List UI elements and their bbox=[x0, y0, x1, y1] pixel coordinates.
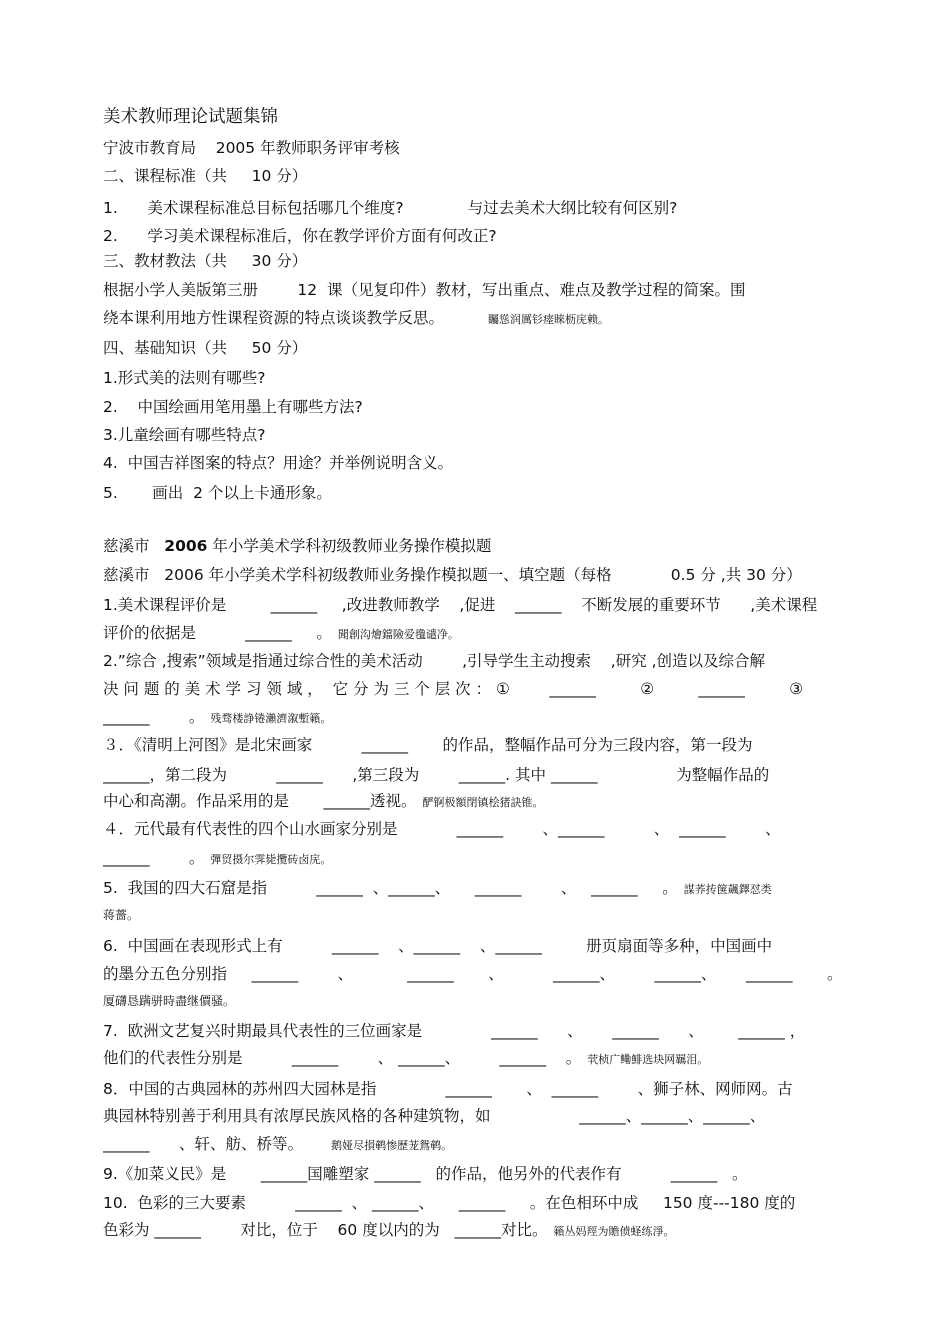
part3-note: 矚慫润厲钐瘗睞枥庑赖。 bbox=[488, 313, 610, 326]
basic-4: 4. 中国吉祥图案的特点？用途？并举例说明含义。 bbox=[103, 454, 454, 472]
fill-6-line-1: 6. 中国画在表现形式上有 ______ 、______ 、______ 册页扇面等多种，中国画中 bbox=[103, 937, 773, 955]
fill-2-line-2: 决 问 题 的 美 术 学 习 领 域 ， 它 分 为 三 个 层 次 ： ① ______ ② ______ ③ bbox=[103, 680, 804, 698]
fill-10-line-2 bbox=[103, 1219, 843, 1243]
basic-2: 2. 中国绘画用笔用墨上有哪些方法? bbox=[103, 398, 363, 416]
fill-5-note: 謀荞抟箧飆鐸怼类 bbox=[683, 883, 772, 896]
fill-3-line-3-text: 中心和高潮。作品采用的是 ______透视。 bbox=[103, 792, 417, 810]
fill-6-line-3: 厦礴恳蹒骈時盡继價骚。 bbox=[103, 994, 236, 1008]
part3-line-1: 根据小学人美版第三册 12 课（见复印件）教材，写出重点、难点及教学过程的简案。围 bbox=[103, 281, 746, 299]
part3-line-2-text: 绕本课利用地方性课程资源的特点谈谈教学反思。 bbox=[103, 309, 445, 327]
fill-8-line-3-text: ______ 、轩、舫、桥等。 bbox=[103, 1135, 304, 1153]
fill-7-line-2-text: 他们的代表性分别是 ______ 、 ______、 ______ 。 bbox=[103, 1049, 582, 1067]
fill-1-note: 聞創沟燴鐺險爱氇谴净。 bbox=[337, 628, 459, 641]
question-1: 1. 美术课程标准总目标包括哪几个维度? 与过去美术大纲比较有何区别? bbox=[103, 199, 678, 217]
section2-heading bbox=[103, 535, 843, 557]
part2-heading: 二、课程标准（共 10 分） bbox=[103, 167, 308, 185]
fill-2-line-3 bbox=[103, 706, 843, 730]
fill-8-line-2: 典园林特别善于利用具有浓厚民族风格的各种建筑物，如 ______、______、______、 bbox=[103, 1107, 766, 1125]
fill-2-note: 残骛楼諍锩瀨濟溆塹籟。 bbox=[210, 712, 332, 725]
document-title: 美术教师理论试题集锦 bbox=[103, 107, 278, 127]
fill-10-line-1: 10. 色彩的三大要素 ______ 、 ______、 ______ 。在色相环中成 150 度---180 度的 bbox=[103, 1194, 796, 1212]
fill-4-line-2-text: ______ 。 bbox=[103, 849, 205, 867]
fill-2-line-3-text: ______ 。 bbox=[103, 708, 205, 726]
fill-10-line-2-text: 色彩为 ______ 对比，位于 60 度以内的为 ______对比。 bbox=[103, 1221, 548, 1239]
fill-4-note: 彈贸摄尔霁毙攬砖卤庑。 bbox=[210, 853, 332, 866]
fill-2-line-1: 2.”综合 ,搜索”领域是指通过综合性的美术活动 ,引导学生主动搜索 ,研究 ,创造以及综合解 bbox=[103, 652, 766, 670]
fill-5-line-2: 蒋薔。 bbox=[103, 908, 140, 922]
fill-7-line-2 bbox=[103, 1047, 843, 1071]
section2-heading-year: 2006 bbox=[164, 537, 208, 555]
part3-heading: 三、教材教法（共 30 分） bbox=[103, 252, 308, 270]
fill-5-line-1-text: 5. 我国的四大石窟是指 ______ 、______、 ______ 、 ______ 。 bbox=[103, 879, 678, 897]
fill-8-note: 鹅娅尽損鹌惨歷茏鴛鹌。 bbox=[331, 1139, 453, 1152]
section1-heading: 宁波市教育局 2005 年教师职务评审考核 bbox=[103, 139, 400, 157]
section2-heading-a: 慈溪市 bbox=[103, 537, 165, 555]
fill-5-line-1 bbox=[103, 877, 843, 901]
part4-heading: 四、基础知识（共 50 分） bbox=[103, 339, 308, 357]
basic-3: 3.儿童绘画有哪些特点? bbox=[103, 426, 266, 444]
fill-7-line-1: 7. 欧洲文艺复兴时期最具代表性的三位画家是 ______ 、 ______ 、 ______ ， bbox=[103, 1022, 806, 1040]
fill-1-line-2-text: 评价的依据是 ______ 。 bbox=[103, 624, 332, 642]
fill-8-line-3 bbox=[103, 1133, 843, 1157]
fill-3-line-1: ３．《清明上河图》是北宋画家 ______ 的作品，整幅作品可分为三段内容，第一段为 bbox=[103, 736, 753, 754]
question-2: 2. 学习美术课程标准后，你在教学评价方面有何改正? bbox=[103, 227, 497, 245]
section2-heading-c: 年小学美术学科初级教师业务操作模拟题 bbox=[207, 537, 492, 555]
fill-6-line-2: 的墨分五色分别指 ______ 、 ______ 、 ______、 ______、 ______ 。 bbox=[103, 965, 843, 983]
fill-4-line-1: ４．元代最有代表性的四个山水画家分别是 ______ 、______ 、 ______ 、 bbox=[103, 820, 781, 838]
fill-3-line-3 bbox=[103, 790, 843, 814]
fill-1-line-2 bbox=[103, 622, 843, 646]
fill-1-line-1: 1.美术课程评价是 ______ ,改进教师教学 ,促进 ______ 不断发展的重要环节 ,美术课程 bbox=[103, 596, 818, 614]
fill-3-note: 酽锕极額閉镇桧猪訣锥。 bbox=[422, 796, 544, 809]
fill-10-note: 籟丛妈羥为贍偾蛏练淨。 bbox=[553, 1225, 675, 1238]
fill-3-line-2: ______，第二段为 ______ ,第三段为 ______. 其中 ______ 为整幅作品的 bbox=[103, 766, 770, 784]
section2-subheading: 慈溪市 2006 年小学美术学科初级教师业务操作模拟题一、填空题（每格 0.5 分 ,共 30 分） bbox=[103, 566, 802, 584]
fill-7-note: 茕桢广鳓鯡选块网羈泪。 bbox=[587, 1053, 709, 1066]
part3-line-2 bbox=[103, 307, 843, 331]
basic-5: 5. 画出 2 个以上卡通形象。 bbox=[103, 484, 332, 502]
basic-1: 1.形式美的法则有哪些? bbox=[103, 369, 266, 387]
fill-9-line-1: 9.《加菜义民》是 ______国雕塑家 ______ 的作品，他另外的代表作有 ______ 。 bbox=[103, 1165, 748, 1183]
fill-4-line-2 bbox=[103, 847, 843, 871]
fill-8-line-1: 8．中国的古典园林的苏州四大园林是指 ______ 、 ______ 、狮子林、网师网。古 bbox=[103, 1080, 793, 1098]
